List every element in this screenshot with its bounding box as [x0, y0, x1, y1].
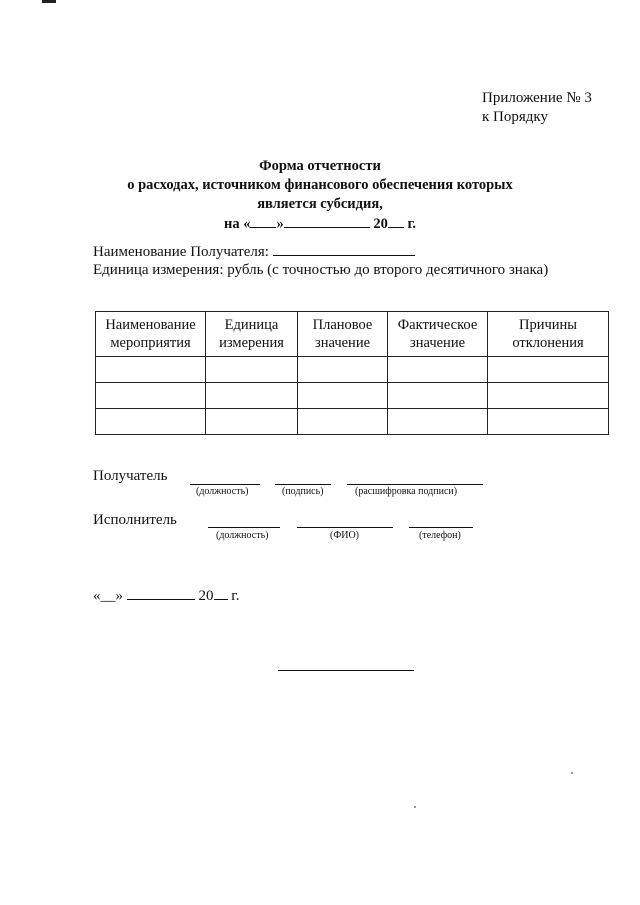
scan-corner-mark	[42, 0, 56, 3]
table-cell[interactable]	[488, 383, 609, 409]
caption-executor-fullname: (ФИО)	[330, 530, 360, 541]
executor-sign-label: Исполнитель	[93, 512, 177, 528]
table-cell[interactable]	[206, 357, 298, 383]
table-cell[interactable]	[488, 357, 609, 383]
table-cell[interactable]	[488, 409, 609, 435]
date-suffix: г.	[231, 588, 240, 604]
title-date-year: 20	[373, 216, 388, 232]
caption-executor-phone: (телефон)	[419, 530, 461, 541]
table-cell[interactable]	[298, 357, 388, 383]
header-unit: Единица измерения	[206, 312, 298, 357]
recipient-sign-label: Получатель	[93, 468, 168, 484]
header-event-name: Наименование мероприятия	[96, 312, 206, 357]
date-row	[93, 586, 239, 605]
appendix-number: Приложение № 3	[482, 90, 592, 106]
caption-signature: (подпись)	[282, 486, 324, 497]
report-table	[95, 311, 609, 435]
recipient-name-label: Наименование Получателя:	[93, 244, 269, 260]
scan-speck	[414, 806, 416, 808]
executor-position-line[interactable]	[208, 527, 280, 528]
date-year-blank[interactable]	[214, 586, 228, 600]
appendix-order-ref: к Порядку	[482, 109, 548, 125]
day-blank[interactable]	[250, 214, 276, 228]
caption-executor-position: (должность)	[216, 530, 269, 541]
table-cell[interactable]	[96, 357, 206, 383]
caption-position: (должность)	[196, 486, 249, 497]
title-line-2: о расходах, источником финансового обеспечения которых	[127, 177, 513, 193]
table-cell[interactable]	[96, 409, 206, 435]
title-line-3: является субсидия,	[257, 196, 383, 212]
date-month-blank[interactable]	[127, 586, 195, 600]
table-cell[interactable]	[298, 409, 388, 435]
table-header-row	[96, 312, 609, 357]
table-cell[interactable]	[388, 383, 488, 409]
year-blank[interactable]	[388, 214, 404, 228]
caption-signature-decoding: (расшифровка подписи)	[355, 486, 458, 497]
date-year: 20	[198, 588, 214, 604]
unit-of-measure: Единица измерения: рубль (с точностью до второго десятичного знака)	[93, 262, 549, 278]
appendix-reference	[482, 89, 592, 127]
header-deviation-reasons: Причины отклонения	[488, 312, 609, 357]
form-title	[80, 157, 560, 234]
table-cell[interactable]	[388, 409, 488, 435]
recipient-signature-decoding-line[interactable]	[347, 484, 483, 485]
month-blank[interactable]	[284, 214, 370, 228]
table-row	[96, 409, 609, 435]
header-planned-value: Плановое значение	[298, 312, 388, 357]
table-cell[interactable]	[388, 357, 488, 383]
scan-speck	[571, 772, 573, 774]
table-row	[96, 383, 609, 409]
executor-phone-line[interactable]	[409, 527, 473, 528]
title-date-suffix: г.	[407, 216, 417, 232]
recipient-position-line[interactable]	[190, 484, 260, 485]
recipient-name-row	[93, 242, 415, 261]
executor-fullname-line[interactable]	[297, 527, 393, 528]
title-line-1: Форма отчетности	[259, 158, 381, 174]
table-row	[96, 357, 609, 383]
table-cell[interactable]	[96, 383, 206, 409]
header-actual-value: Фактическое значение	[388, 312, 488, 357]
recipient-name-blank[interactable]	[273, 242, 415, 256]
table-cell[interactable]	[206, 383, 298, 409]
table-cell[interactable]	[206, 409, 298, 435]
table-cell[interactable]	[298, 383, 388, 409]
date-day-prefix: «__»	[93, 588, 123, 604]
bottom-separator-line	[278, 670, 414, 671]
title-date-prefix: на «	[223, 216, 251, 232]
title-date-mid: »	[276, 216, 284, 232]
title-date-line	[80, 214, 560, 234]
recipient-signature-line[interactable]	[275, 484, 331, 485]
